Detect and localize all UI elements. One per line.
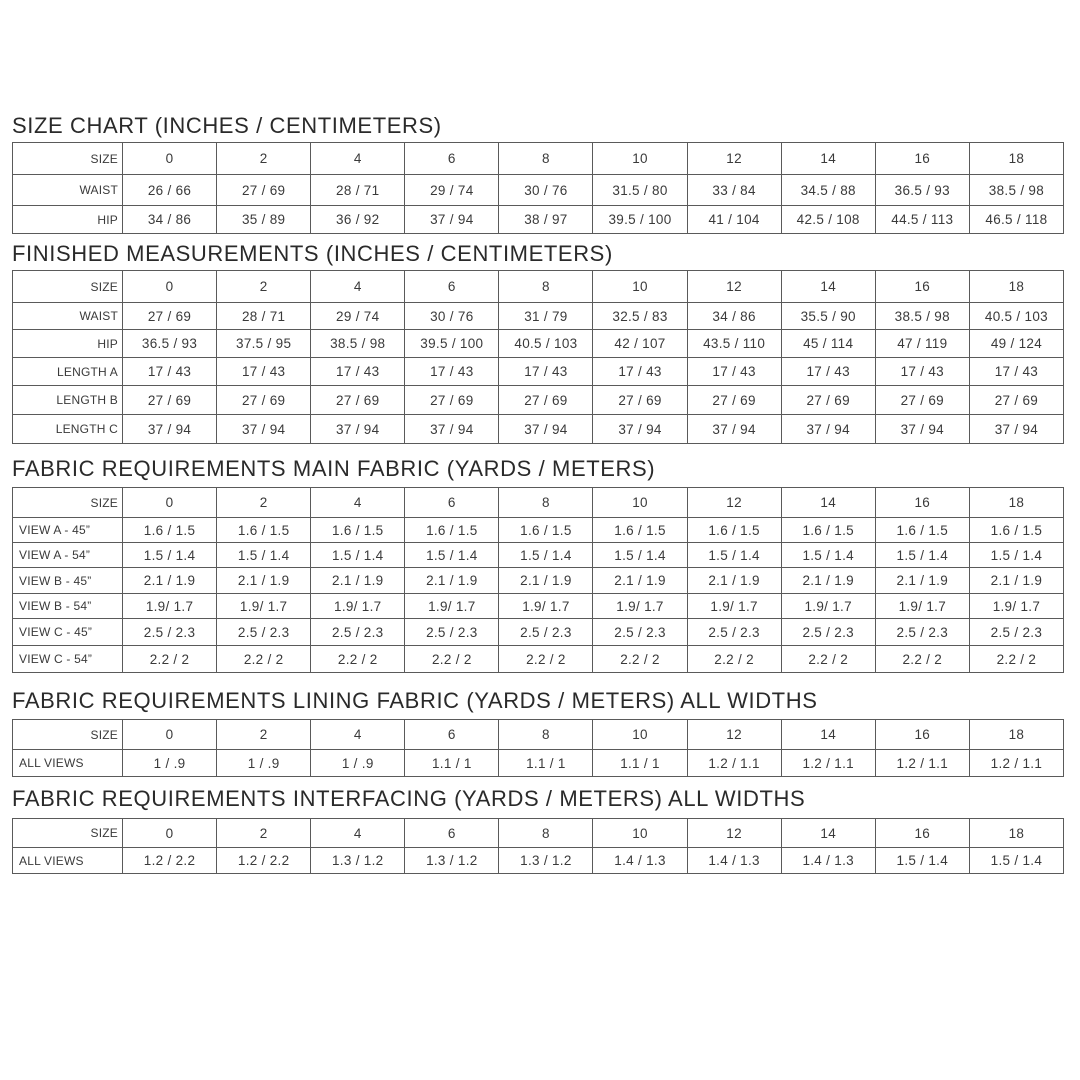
measurement-cell: 1.6 / 1.5 <box>593 518 687 543</box>
section-title: FABRIC REQUIREMENTS MAIN FABRIC (YARDS / METERS) <box>12 456 656 481</box>
size-column-header: 4 <box>311 488 405 518</box>
measurement-cell: 42.5 / 108 <box>781 206 875 234</box>
table-row <box>13 543 1064 568</box>
table-row <box>13 386 1064 415</box>
measurement-cell: 1.5 / 1.4 <box>593 543 687 568</box>
measurement-cell: 36.5 / 93 <box>123 330 217 358</box>
measurement-cell: 2.2 / 2 <box>875 646 969 673</box>
measurement-cell: 49 / 124 <box>969 330 1063 358</box>
size-column-header: 14 <box>781 143 875 175</box>
row-label: HIP <box>13 330 123 358</box>
measurement-cell: 1.9/ 1.7 <box>405 594 499 619</box>
measurement-cell: 30 / 76 <box>499 175 593 206</box>
measurement-cell: 37 / 94 <box>217 415 311 444</box>
measurement-cell: 2.5 / 2.3 <box>499 619 593 646</box>
measurement-cell: 40.5 / 103 <box>969 303 1063 330</box>
measurement-cell: 1.5 / 1.4 <box>969 848 1063 874</box>
size-column-header: 8 <box>499 720 593 750</box>
measurement-cell: 1.5 / 1.4 <box>875 543 969 568</box>
measurement-cell: 45 / 114 <box>781 330 875 358</box>
measurement-cell: 37 / 94 <box>123 415 217 444</box>
measurement-cell: 2.5 / 2.3 <box>217 619 311 646</box>
size-column-header: 2 <box>217 720 311 750</box>
row-label: ALL VIEWS <box>13 750 123 777</box>
measurement-cell: 1.6 / 1.5 <box>123 518 217 543</box>
measurement-cell: 37 / 94 <box>687 415 781 444</box>
measurement-cell: 38.5 / 98 <box>311 330 405 358</box>
measurement-cell: 1.4 / 1.3 <box>687 848 781 874</box>
measurement-cell: 2.5 / 2.3 <box>123 619 217 646</box>
size-column-header: 14 <box>781 271 875 303</box>
size-column-header: 18 <box>969 488 1063 518</box>
size-column-header: 8 <box>499 819 593 848</box>
size-column-header: 12 <box>687 819 781 848</box>
measurement-cell: 1.4 / 1.3 <box>593 848 687 874</box>
measurement-cell: 37 / 94 <box>311 415 405 444</box>
size-column-header: 16 <box>875 488 969 518</box>
size-column-header: 12 <box>687 271 781 303</box>
row-label: VIEW A - 45” <box>13 518 123 543</box>
measurement-cell: 27 / 69 <box>875 386 969 415</box>
measurement-cell: 38.5 / 98 <box>969 175 1063 206</box>
measurement-cell: 28 / 71 <box>217 303 311 330</box>
measurement-cell: 2.1 / 1.9 <box>217 568 311 594</box>
row-label: VIEW B - 54” <box>13 594 123 619</box>
measurement-cell: 1.3 / 1.2 <box>499 848 593 874</box>
interfacing-requirements-table <box>12 818 1064 874</box>
size-column-header: 14 <box>781 720 875 750</box>
size-column-header: 0 <box>123 271 217 303</box>
measurement-cell: 17 / 43 <box>875 358 969 386</box>
measurement-cell: 27 / 69 <box>499 386 593 415</box>
size-column-header: 6 <box>405 271 499 303</box>
size-column-header: 18 <box>969 143 1063 175</box>
measurement-cell: 1.2 / 1.1 <box>969 750 1063 777</box>
measurement-cell: 1.2 / 2.2 <box>123 848 217 874</box>
table-row <box>13 646 1064 673</box>
size-column-header: 0 <box>123 143 217 175</box>
measurement-cell: 26 / 66 <box>123 175 217 206</box>
measurement-cell: 2.5 / 2.3 <box>687 619 781 646</box>
row-label: VIEW B - 45” <box>13 568 123 594</box>
measurement-cell: 34 / 86 <box>123 206 217 234</box>
size-column-header: 0 <box>123 720 217 750</box>
measurement-cell: 27 / 69 <box>123 303 217 330</box>
measurement-cell: 34.5 / 88 <box>781 175 875 206</box>
measurement-cell: 1.9/ 1.7 <box>593 594 687 619</box>
measurement-cell: 17 / 43 <box>499 358 593 386</box>
measurement-cell: 27 / 69 <box>405 386 499 415</box>
measurement-cell: 40.5 / 103 <box>499 330 593 358</box>
size-column-header: 0 <box>123 488 217 518</box>
measurement-cell: 2.1 / 1.9 <box>969 568 1063 594</box>
measurement-cell: 42 / 107 <box>593 330 687 358</box>
table-row <box>13 415 1064 444</box>
measurement-cell: 1.5 / 1.4 <box>217 543 311 568</box>
measurement-cell: 1 / .9 <box>311 750 405 777</box>
measurement-cell: 2.1 / 1.9 <box>123 568 217 594</box>
size-column-header: 2 <box>217 488 311 518</box>
measurement-cell: 17 / 43 <box>687 358 781 386</box>
measurement-cell: 17 / 43 <box>123 358 217 386</box>
measurement-cell: 2.1 / 1.9 <box>781 568 875 594</box>
size-header-label: SIZE <box>13 720 123 750</box>
measurement-cell: 2.5 / 2.3 <box>781 619 875 646</box>
size-column-header: 8 <box>499 488 593 518</box>
size-column-header: 16 <box>875 143 969 175</box>
size-column-header: 8 <box>499 271 593 303</box>
measurement-cell: 2.2 / 2 <box>969 646 1063 673</box>
measurement-cell: 2.5 / 2.3 <box>875 619 969 646</box>
measurement-cell: 47 / 119 <box>875 330 969 358</box>
measurement-cell: 2.2 / 2 <box>311 646 405 673</box>
measurement-cell: 1.4 / 1.3 <box>781 848 875 874</box>
measurement-cell: 27 / 69 <box>217 175 311 206</box>
header-row <box>13 819 1064 848</box>
measurement-cell: 43.5 / 110 <box>687 330 781 358</box>
table-row <box>13 594 1064 619</box>
size-column-header: 18 <box>969 819 1063 848</box>
row-label: VIEW C - 45” <box>13 619 123 646</box>
measurement-cell: 44.5 / 113 <box>875 206 969 234</box>
measurement-cell: 39.5 / 100 <box>405 330 499 358</box>
table-row <box>13 330 1064 358</box>
measurement-cell: 1.9/ 1.7 <box>687 594 781 619</box>
measurement-cell: 32.5 / 83 <box>593 303 687 330</box>
size-header-label: SIZE <box>13 488 123 518</box>
table-row <box>13 303 1064 330</box>
measurement-cell: 1.3 / 1.2 <box>311 848 405 874</box>
measurement-cell: 27 / 69 <box>311 386 405 415</box>
measurement-cell: 35.5 / 90 <box>781 303 875 330</box>
measurement-cell: 17 / 43 <box>593 358 687 386</box>
size-column-header: 6 <box>405 143 499 175</box>
measurement-cell: 27 / 69 <box>593 386 687 415</box>
measurement-cell: 1.9/ 1.7 <box>123 594 217 619</box>
measurement-cell: 1.6 / 1.5 <box>311 518 405 543</box>
measurement-cell: 36.5 / 93 <box>875 175 969 206</box>
measurement-cell: 1.5 / 1.4 <box>123 543 217 568</box>
measurement-cell: 1.6 / 1.5 <box>875 518 969 543</box>
row-label: LENGTH C <box>13 415 123 444</box>
measurement-cell: 37 / 94 <box>593 415 687 444</box>
size-column-header: 12 <box>687 488 781 518</box>
size-header-label: SIZE <box>13 819 123 848</box>
measurement-cell: 34 / 86 <box>687 303 781 330</box>
size-column-header: 18 <box>969 271 1063 303</box>
measurement-cell: 30 / 76 <box>405 303 499 330</box>
table-row <box>13 518 1064 543</box>
row-label: VIEW C - 54” <box>13 646 123 673</box>
measurement-cell: 2.5 / 2.3 <box>593 619 687 646</box>
measurement-cell: 37 / 94 <box>499 415 593 444</box>
measurement-cell: 1.9/ 1.7 <box>781 594 875 619</box>
size-column-header: 2 <box>217 271 311 303</box>
measurement-cell: 1.6 / 1.5 <box>499 518 593 543</box>
measurement-cell: 36 / 92 <box>311 206 405 234</box>
size-column-header: 14 <box>781 819 875 848</box>
measurement-cell: 1.5 / 1.4 <box>405 543 499 568</box>
row-label: WAIST <box>13 303 123 330</box>
measurement-cell: 1.5 / 1.4 <box>875 848 969 874</box>
table-row <box>13 175 1064 206</box>
row-label: HIP <box>13 206 123 234</box>
size-column-header: 14 <box>781 488 875 518</box>
measurement-cell: 37 / 94 <box>405 415 499 444</box>
measurement-cell: 2.1 / 1.9 <box>405 568 499 594</box>
measurement-cell: 2.2 / 2 <box>593 646 687 673</box>
size-column-header: 6 <box>405 488 499 518</box>
measurement-cell: 27 / 69 <box>781 386 875 415</box>
measurement-cell: 31.5 / 80 <box>593 175 687 206</box>
size-column-header: 10 <box>593 271 687 303</box>
size-header-label: SIZE <box>13 143 123 175</box>
size-column-header: 16 <box>875 720 969 750</box>
measurement-cell: 35 / 89 <box>217 206 311 234</box>
measurement-cell: 33 / 84 <box>687 175 781 206</box>
measurement-cell: 1.9/ 1.7 <box>499 594 593 619</box>
measurement-cell: 37 / 94 <box>781 415 875 444</box>
measurement-cell: 1.9/ 1.7 <box>217 594 311 619</box>
row-label: VIEW A - 54” <box>13 543 123 568</box>
measurement-cell: 17 / 43 <box>405 358 499 386</box>
size-column-header: 16 <box>875 271 969 303</box>
header-row <box>13 488 1064 518</box>
measurement-cell: 1.2 / 1.1 <box>687 750 781 777</box>
table-row <box>13 619 1064 646</box>
measurement-cell: 2.5 / 2.3 <box>405 619 499 646</box>
measurement-cell: 2.1 / 1.9 <box>593 568 687 594</box>
measurement-cell: 41 / 104 <box>687 206 781 234</box>
measurement-cell: 2.1 / 1.9 <box>875 568 969 594</box>
row-label: ALL VIEWS <box>13 848 123 874</box>
size-column-header: 12 <box>687 143 781 175</box>
header-row <box>13 143 1064 175</box>
measurement-cell: 2.2 / 2 <box>405 646 499 673</box>
measurement-cell: 2.1 / 1.9 <box>687 568 781 594</box>
measurement-cell: 27 / 69 <box>969 386 1063 415</box>
measurement-cell: 27 / 69 <box>687 386 781 415</box>
measurement-cell: 29 / 74 <box>311 303 405 330</box>
measurement-cell: 1.6 / 1.5 <box>969 518 1063 543</box>
table-row <box>13 206 1064 234</box>
row-label: LENGTH B <box>13 386 123 415</box>
measurement-cell: 2.2 / 2 <box>781 646 875 673</box>
size-column-header: 8 <box>499 143 593 175</box>
lining-fabric-requirements-table <box>12 719 1064 777</box>
measurement-cell: 2.1 / 1.9 <box>311 568 405 594</box>
finished-measurements-table <box>12 270 1064 444</box>
size-column-header: 12 <box>687 720 781 750</box>
size-column-header: 4 <box>311 720 405 750</box>
measurement-cell: 2.1 / 1.9 <box>499 568 593 594</box>
size-column-header: 16 <box>875 819 969 848</box>
measurement-cell: 1.1 / 1 <box>593 750 687 777</box>
measurement-cell: 37.5 / 95 <box>217 330 311 358</box>
measurement-cell: 1.3 / 1.2 <box>405 848 499 874</box>
size-column-header: 6 <box>405 819 499 848</box>
measurement-cell: 2.2 / 2 <box>217 646 311 673</box>
size-column-header: 2 <box>217 819 311 848</box>
measurement-cell: 1.9/ 1.7 <box>875 594 969 619</box>
size-column-header: 10 <box>593 488 687 518</box>
size-chart-table <box>12 142 1064 234</box>
size-column-header: 4 <box>311 819 405 848</box>
measurement-cell: 1.5 / 1.4 <box>969 543 1063 568</box>
table-row <box>13 358 1064 386</box>
size-column-header: 10 <box>593 143 687 175</box>
measurement-cell: 38.5 / 98 <box>875 303 969 330</box>
main-fabric-requirements-table <box>12 487 1064 673</box>
row-label: WAIST <box>13 175 123 206</box>
measurement-cell: 1 / .9 <box>123 750 217 777</box>
size-column-header: 2 <box>217 143 311 175</box>
measurement-cell: 2.5 / 2.3 <box>969 619 1063 646</box>
measurement-cell: 17 / 43 <box>969 358 1063 386</box>
section-title: FINISHED MEASUREMENTS (INCHES / CENTIMETERS) <box>12 241 613 266</box>
header-row <box>13 720 1064 750</box>
measurement-cell: 1.5 / 1.4 <box>687 543 781 568</box>
measurement-cell: 27 / 69 <box>217 386 311 415</box>
measurement-cell: 37 / 94 <box>875 415 969 444</box>
measurement-cell: 1.1 / 1 <box>499 750 593 777</box>
row-label: LENGTH A <box>13 358 123 386</box>
table-row <box>13 848 1064 874</box>
measurement-cell: 37 / 94 <box>405 206 499 234</box>
measurement-cell: 38 / 97 <box>499 206 593 234</box>
measurement-cell: 1.9/ 1.7 <box>969 594 1063 619</box>
measurement-cell: 1.6 / 1.5 <box>405 518 499 543</box>
size-column-header: 4 <box>311 143 405 175</box>
measurement-cell: 2.5 / 2.3 <box>311 619 405 646</box>
measurement-cell: 29 / 74 <box>405 175 499 206</box>
section-title: SIZE CHART (INCHES / CENTIMETERS) <box>12 113 442 138</box>
measurement-cell: 1.5 / 1.4 <box>499 543 593 568</box>
measurement-cell: 2.2 / 2 <box>123 646 217 673</box>
measurement-cell: 2.2 / 2 <box>687 646 781 673</box>
measurement-cell: 17 / 43 <box>311 358 405 386</box>
measurement-cell: 1.1 / 1 <box>405 750 499 777</box>
measurement-cell: 17 / 43 <box>781 358 875 386</box>
header-row <box>13 271 1064 303</box>
section-title: FABRIC REQUIREMENTS LINING FABRIC (YARDS / METERS) ALL WIDTHS <box>12 688 818 713</box>
measurement-cell: 1 / .9 <box>217 750 311 777</box>
measurement-cell: 1.6 / 1.5 <box>217 518 311 543</box>
measurement-cell: 1.2 / 2.2 <box>217 848 311 874</box>
measurement-cell: 1.6 / 1.5 <box>781 518 875 543</box>
table-row <box>13 750 1064 777</box>
size-column-header: 4 <box>311 271 405 303</box>
measurement-cell: 31 / 79 <box>499 303 593 330</box>
size-column-header: 10 <box>593 720 687 750</box>
measurement-cell: 39.5 / 100 <box>593 206 687 234</box>
measurement-cell: 1.9/ 1.7 <box>311 594 405 619</box>
measurement-cell: 1.5 / 1.4 <box>311 543 405 568</box>
section-title: FABRIC REQUIREMENTS INTERFACING (YARDS / METERS) ALL WIDTHS <box>12 786 806 811</box>
size-column-header: 18 <box>969 720 1063 750</box>
measurement-cell: 1.5 / 1.4 <box>781 543 875 568</box>
measurement-cell: 1.6 / 1.5 <box>687 518 781 543</box>
measurement-cell: 1.2 / 1.1 <box>781 750 875 777</box>
measurement-cell: 2.2 / 2 <box>499 646 593 673</box>
measurement-cell: 27 / 69 <box>123 386 217 415</box>
table-row <box>13 568 1064 594</box>
size-header-label: SIZE <box>13 271 123 303</box>
size-column-header: 10 <box>593 819 687 848</box>
measurement-cell: 28 / 71 <box>311 175 405 206</box>
measurement-cell: 1.2 / 1.1 <box>875 750 969 777</box>
measurement-cell: 17 / 43 <box>217 358 311 386</box>
size-column-header: 0 <box>123 819 217 848</box>
size-column-header: 6 <box>405 720 499 750</box>
measurement-cell: 37 / 94 <box>969 415 1063 444</box>
measurement-cell: 46.5 / 118 <box>969 206 1063 234</box>
